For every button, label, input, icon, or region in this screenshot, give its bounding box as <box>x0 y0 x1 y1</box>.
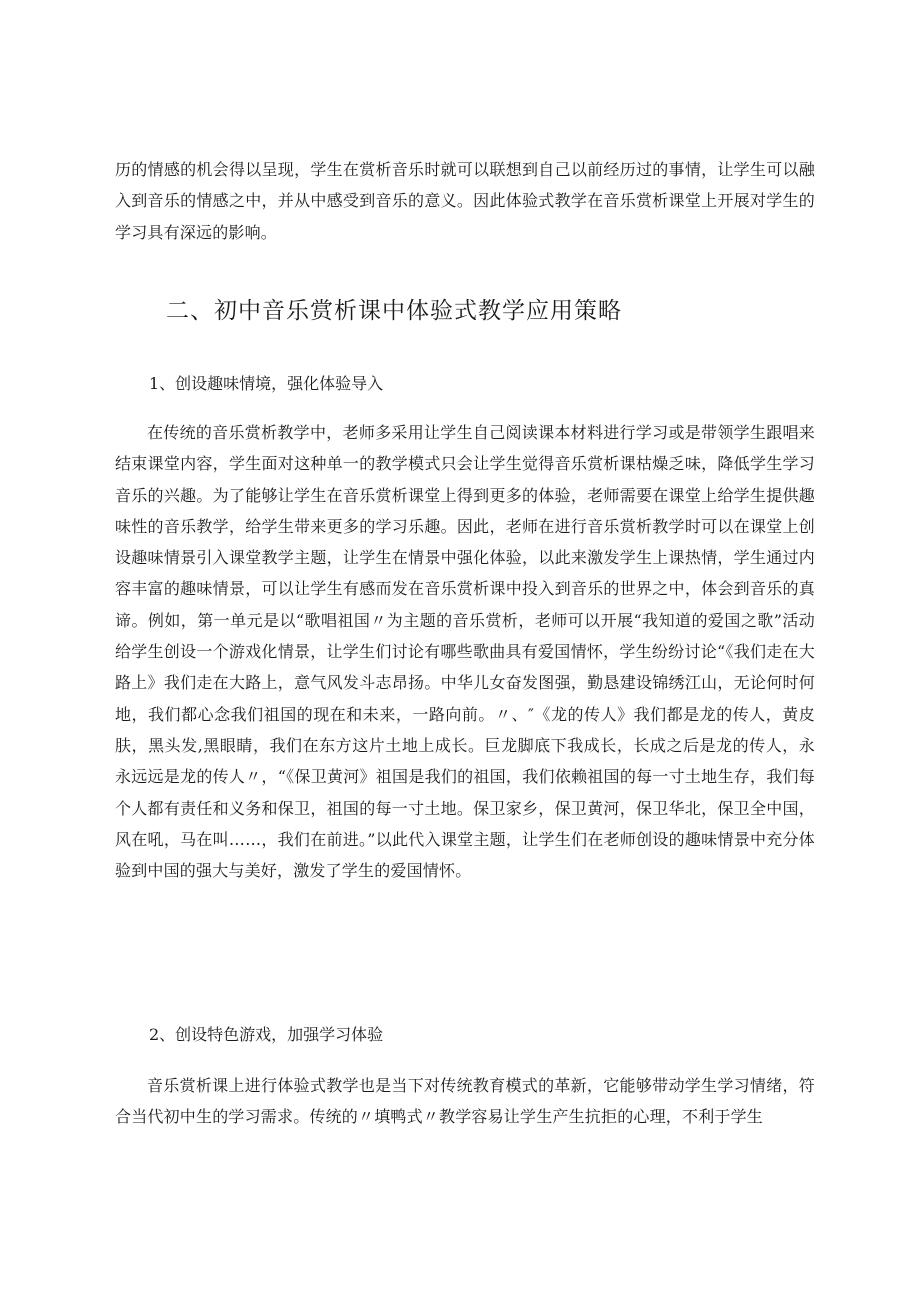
continued-paragraph: 历的情感的机会得以呈现，学生在赏析音乐时就可以联想到自己以前经历过的事情，让学生可以融入到音乐的情感之中，并从中感受到音乐的意义。因此体验式教学在音乐赏析课堂上开展对学生的学习具有深远的影响。 <box>115 160 815 242</box>
subsection-2-heading: 2、创设特色游戏，加强学习体验 <box>149 1025 384 1044</box>
subsection-1-heading: 1、创设趣味情境，强化体验导入 <box>149 374 384 393</box>
section-heading: 二、初中音乐赏析课中体验式教学应用策略 <box>166 298 622 324</box>
subsection-2-paragraph: 音乐赏析课上进行体验式教学也是当下对传统教育模式的革新，它能够带动学生学习情绪，符合当代初中生的学习需求。传统的〃填鸭式〃教学容易让学生产生抗拒的心理，不利于学生 <box>115 1076 815 1127</box>
subsection-1-paragraph: 在传统的音乐赏析教学中，老师多采用让学生自己阅读课本材料进行学习或是带领学生跟唱来结束课堂内容，学生面对这种单一的教学模式只会让学生觉得音乐赏析课枯燥乏味，降低学生学习音乐的兴趣。为了能够让学生在音乐赏析课堂上得到更多的体验，老师需要在课堂上给学生提供趣味性的音乐教学，给学生带来更多的学习乐趣。因此，老师在进行音乐赏析教学时可以在课堂上创设趣味情景引入课堂教学主题，让学生在情景中强化体验，以此来激发学生上课热情，学生通过内容丰富的趣味情景，可以让学生有感而发在音乐赏析课中投入到音乐的世界之中，体会到音乐的真谛。例如，第一单元是以“歌唱祖国〃为主题的音乐赏析，老师可以开展“我知道的爱国之歌”活动给学生创设一个游戏化情景，让学生们讨论有哪些歌曲具有爱国情怀，学生纷纷讨论“《我们走在大路上》我们走在大路上，意气风发斗志昂扬。中华儿女奋发图强，勤恳建设锦绣江山，无论何时何地，我们都心念我们祖国的现在和未来，一路向前。〃、″《龙的传人》我们都是龙的传人，黄皮肤，黑头发,黑眼睛，我们在东方这片土地上成长。巨龙脚底下我成长，长成之后是龙的传人，永永远远是龙的传人〃，“《保卫黄河》祖国是我们的祖国，我们依赖祖国的每一寸土地生存，我们每个人都有责任和义务和保卫，祖国的每一寸土地。保卫家乡，保卫黄河，保卫华北，保卫全中国，风在吼，马在叫……，我们在前进。”以此代入课堂主题，让学生们在老师创设的趣味情景中充分体验到中国的强大与美好，激发了学生的爱国情怀。 <box>115 423 815 881</box>
